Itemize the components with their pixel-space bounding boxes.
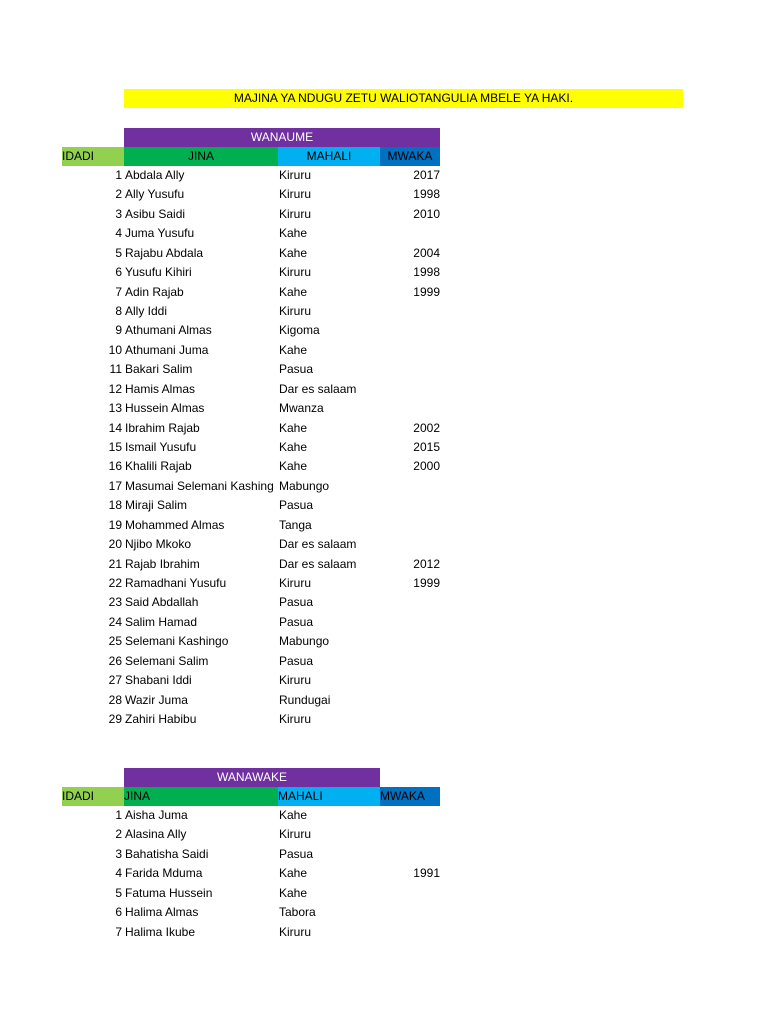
row-place: Kiruru — [279, 712, 312, 727]
row-name: Ibrahim Rajab — [125, 420, 200, 435]
row-name: Miraji Salim — [125, 498, 188, 513]
row-place: Kiruru — [279, 673, 312, 688]
row-name: Juma Yusufu — [125, 226, 195, 241]
row-name: Hussein Almas — [125, 401, 205, 416]
table-row — [62, 419, 442, 438]
row-year: 1998 — [413, 265, 440, 280]
table-row — [62, 710, 442, 729]
row-name: Said Abdallah — [125, 595, 199, 610]
table-row — [62, 691, 442, 710]
row-number: 6 — [115, 265, 122, 280]
row-number: 4 — [115, 866, 122, 881]
row-name: Wazir Juma — [125, 692, 188, 707]
table-row — [62, 457, 442, 476]
row-place: Pasua — [279, 653, 314, 668]
row-year: 2017 — [413, 168, 440, 182]
row-number: 5 — [115, 245, 122, 260]
table-row — [62, 380, 442, 399]
men-col-mahali: MAHALI — [278, 147, 380, 166]
row-name: Fatuma Hussein — [125, 885, 213, 900]
table-row — [62, 613, 442, 632]
table-row — [62, 166, 442, 185]
row-place: Kiruru — [279, 187, 312, 202]
row-number: 7 — [115, 284, 122, 299]
row-number: 11 — [109, 362, 122, 377]
table-row — [62, 845, 442, 864]
row-name: Asibu Saidi — [125, 206, 186, 221]
row-place: Rundugai — [279, 692, 331, 707]
row-number: 17 — [108, 478, 122, 493]
row-name: Bakari Salim — [125, 362, 193, 377]
row-name: Selemani Kashingo — [125, 634, 229, 649]
row-name: Alasina Ally — [125, 827, 187, 842]
row-number: 6 — [115, 905, 122, 920]
row-name: Yusufu Kihiri — [125, 265, 192, 280]
row-place: Kiruru — [279, 265, 312, 280]
row-number: 3 — [115, 846, 122, 861]
table-row — [62, 864, 442, 883]
table-row — [62, 903, 442, 922]
table-row — [62, 399, 442, 418]
row-place: Kiruru — [279, 206, 312, 221]
table-row — [62, 283, 442, 302]
table-row — [62, 884, 442, 903]
women-col-idadi: IDADI — [62, 787, 124, 806]
row-number: 2 — [115, 187, 122, 202]
row-place: Dar es salaam — [279, 381, 357, 396]
row-number: 24 — [108, 614, 122, 629]
row-place: Kahe — [279, 808, 308, 822]
table-row — [62, 302, 442, 321]
row-number: 26 — [108, 653, 122, 668]
row-place: Tabora — [279, 905, 316, 920]
row-place: Pasua — [279, 362, 314, 377]
row-place: Kahe — [279, 459, 308, 474]
table-row — [62, 671, 442, 690]
row-number: 19 — [108, 517, 122, 532]
row-name: Rajabu Abdala — [125, 245, 204, 260]
row-name: Athumani Almas — [125, 323, 212, 338]
row-place: Kiruru — [279, 168, 312, 182]
row-place: Kigoma — [279, 323, 320, 338]
table-row — [62, 263, 442, 282]
row-number: 12 — [108, 381, 122, 396]
row-name: Ally Yusufu — [125, 187, 185, 202]
women-col-mahali: MAHALI — [278, 787, 380, 806]
row-place: Pasua — [279, 614, 314, 629]
row-number: 16 — [108, 459, 122, 474]
row-place: Kahe — [279, 284, 308, 299]
row-year: 2004 — [413, 245, 440, 260]
row-place: Kahe — [279, 866, 308, 881]
row-number: 5 — [115, 885, 122, 900]
row-name: Selemani Salim — [125, 653, 209, 668]
row-number: 9 — [115, 323, 122, 338]
table-row — [62, 535, 442, 554]
men-section-heading: WANAUME — [124, 128, 440, 147]
row-year: 2010 — [413, 206, 440, 221]
table-row — [62, 632, 442, 651]
row-number: 27 — [108, 673, 122, 688]
row-name: Zahiri Habibu — [125, 712, 197, 727]
table-row — [62, 205, 442, 224]
row-year: 2000 — [413, 459, 440, 474]
row-number: 8 — [115, 304, 122, 318]
row-name: Abdala Ally — [125, 168, 185, 182]
row-number: 1 — [115, 168, 122, 182]
row-number: 3 — [115, 206, 122, 221]
table-row — [62, 244, 442, 263]
row-year: 1999 — [413, 284, 440, 299]
table-row — [62, 341, 442, 360]
row-place: Mabungo — [279, 478, 330, 493]
women-col-jina: JINA — [124, 787, 278, 806]
row-name: Mohammed Almas — [125, 517, 225, 532]
table-row — [62, 806, 442, 825]
row-number: 2 — [115, 827, 122, 842]
row-number: 14 — [108, 420, 122, 435]
table-row — [62, 224, 442, 243]
row-place: Kahe — [279, 440, 308, 455]
row-name: Salim Hamad — [125, 614, 198, 629]
row-name: Adin Rajab — [125, 284, 184, 299]
row-name: Masumai Selemani Kashing — [125, 478, 274, 493]
table-row — [62, 496, 442, 515]
row-year: 1999 — [413, 576, 440, 591]
row-number: 25 — [108, 634, 122, 649]
table-row — [62, 321, 442, 340]
page-title: MAJINA YA NDUGU ZETU WALIOTANGULIA MBELE YA HAKI. — [124, 89, 683, 108]
row-name: Njibo Mkoko — [125, 537, 192, 552]
row-number: 1 — [115, 808, 122, 822]
row-name: Ismail Yusufu — [125, 440, 197, 455]
row-number: 15 — [108, 440, 122, 455]
table-row — [62, 574, 442, 593]
row-number: 18 — [108, 498, 122, 513]
row-name: Bahatisha Saidi — [125, 846, 209, 861]
row-number: 10 — [108, 342, 122, 357]
row-year: 2015 — [413, 440, 440, 455]
row-number: 20 — [108, 537, 122, 552]
row-place: Kahe — [279, 245, 308, 260]
row-place: Tanga — [279, 517, 312, 532]
row-number: 29 — [108, 712, 122, 727]
women-col-mwaka: MWAKA — [380, 787, 440, 806]
row-place: Pasua — [279, 498, 314, 513]
men-col-mwaka: MWAKA — [380, 147, 440, 166]
row-year: 1998 — [413, 187, 440, 202]
row-place: Kahe — [279, 420, 308, 435]
row-place: Mabungo — [279, 634, 330, 649]
table-row — [62, 360, 442, 379]
table-row — [62, 185, 442, 204]
row-place: Kahe — [279, 885, 308, 900]
row-place: Kahe — [279, 342, 308, 357]
row-name: Aisha Juma — [125, 808, 188, 822]
row-place: Kiruru — [279, 827, 312, 842]
row-place: Mwanza — [279, 401, 324, 416]
table-row — [62, 652, 442, 671]
table-row — [62, 516, 442, 535]
row-place: Dar es salaam — [279, 537, 357, 552]
row-name: Ramadhani Yusufu — [125, 576, 227, 591]
row-number: 23 — [108, 595, 122, 610]
row-year: 2012 — [413, 556, 440, 571]
row-place: Pasua — [279, 846, 314, 861]
row-name: Athumani Juma — [125, 342, 209, 357]
row-name: Khalili Rajab — [125, 459, 192, 474]
men-col-idadi: IDADI — [62, 147, 124, 166]
row-number: 21 — [108, 556, 122, 571]
row-name: Halima Ikube — [125, 924, 196, 939]
row-name: Shabani Iddi — [125, 673, 192, 688]
women-section-heading: WANAWAKE — [124, 768, 380, 787]
row-year: 2002 — [413, 420, 440, 435]
row-number: 4 — [115, 226, 122, 241]
row-name: Halima Almas — [125, 905, 199, 920]
row-name: Hamis Almas — [125, 381, 196, 396]
table-row — [62, 438, 442, 457]
table-row — [62, 477, 442, 496]
row-place: Kiruru — [279, 304, 312, 318]
row-number: 22 — [108, 576, 122, 591]
row-place: Kiruru — [279, 924, 312, 939]
table-row — [62, 593, 442, 612]
row-name: Ally Iddi — [125, 304, 168, 318]
row-number: 7 — [115, 924, 122, 939]
men-col-jina: JINA — [124, 147, 278, 166]
row-number: 13 — [108, 401, 122, 416]
table-row — [62, 923, 442, 942]
table-row — [62, 825, 442, 844]
row-place: Dar es salaam — [279, 556, 357, 571]
table-row — [62, 555, 442, 574]
row-place: Kahe — [279, 226, 308, 241]
row-place: Pasua — [279, 595, 314, 610]
row-name: Farida Mduma — [125, 866, 203, 881]
row-year: 1991 — [413, 866, 440, 881]
row-name: Rajab Ibrahim — [125, 556, 200, 571]
row-place: Kiruru — [279, 576, 312, 591]
row-number: 28 — [108, 692, 122, 707]
